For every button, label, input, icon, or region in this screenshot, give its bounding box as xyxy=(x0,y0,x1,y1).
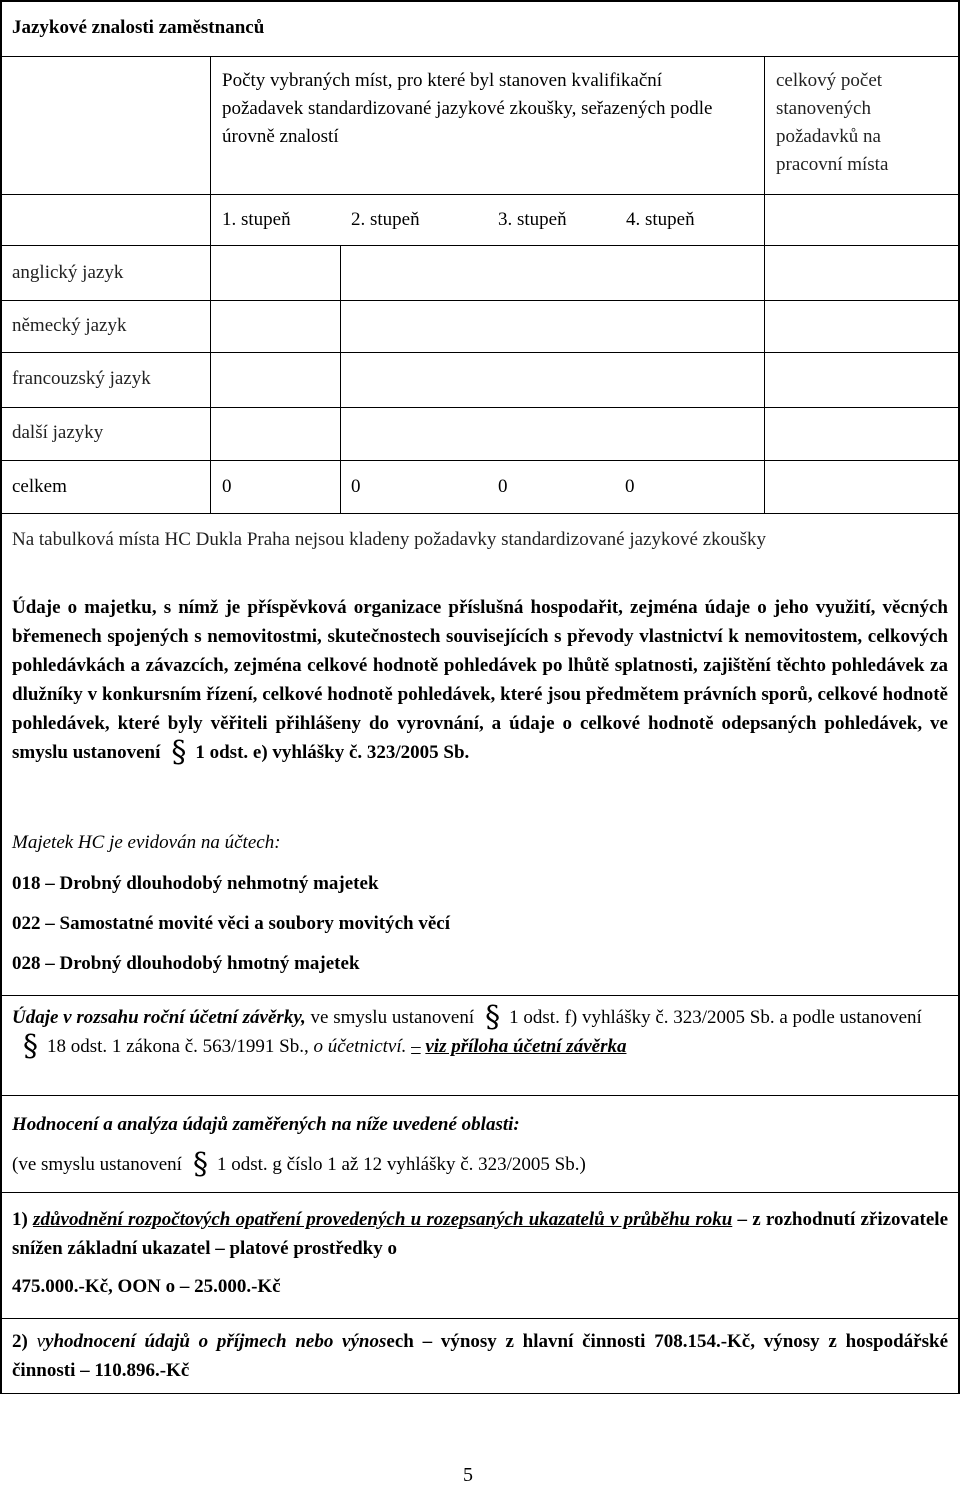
section-sign: § xyxy=(192,1147,208,1182)
item-2-number: 2) xyxy=(12,1331,28,1352)
total-level-4: 0 xyxy=(625,476,635,497)
item-2 xyxy=(12,1327,948,1385)
row-label-french: francouzský jazyk xyxy=(12,368,151,389)
property-paragraph-text: Údaje o majetku, s nímž je příspěvková organizace příslušná hospodařit, zejména údaje o jeho využití, věcných břemenech spojených s nemovitostmi, skutečnostech souvisejících s převody vlastnictví k nemovitostem, celkových pohledávkách a závazcích, zejména celkové hodnotě pohledávek po lhůtě splatnosti, zajištění těchto pohledávek za dlužníky v konkursním řízení, celkové hodnotě pohledávek, které jsou předmětem právních sporů, celkové hodnotě pohledávek, které byly věřiteli přihlášeny do vyrovnání, a údaje o celkové hodnotě odepsaných pohledávek, ve smyslu ustanovení xyxy=(12,597,948,763)
accounts-heading: Majetek HC je evidován na účtech: xyxy=(12,832,281,853)
row-label-english: anglický jazyk xyxy=(12,262,124,283)
level-2: 2. stupeň xyxy=(351,209,420,230)
item-2-italic2: yhodnocení údajů o příjmech nebo výnos xyxy=(45,1331,387,1352)
total-label: celkem xyxy=(12,476,67,497)
account-028: 028 – Drobný dlouhodobý hmotný majetek xyxy=(12,953,360,974)
annual-mid2: 1 odst. f) vyhlášky č. 323/2005 Sb. a podle ustanovení xyxy=(509,1007,922,1028)
annual-dash: – xyxy=(411,1036,421,1057)
item-1 xyxy=(12,1205,948,1263)
level-4: 4. stupeň xyxy=(626,209,695,230)
section-sign: § xyxy=(485,1000,501,1035)
account-018: 018 – Drobný dlouhodobý nehmotný majetek xyxy=(12,873,379,894)
annual-mid4: o účetnictví. xyxy=(313,1036,407,1057)
table-title: Jazykové znalosti zaměstnanců xyxy=(12,17,265,38)
evaluation-sub xyxy=(12,1147,586,1182)
item-1-amount: 475.000.-Kč, OON o – 25.000.-Kč xyxy=(12,1276,281,1297)
total-level-3: 0 xyxy=(498,476,508,497)
header-total: celkový počet stanovených požadavků na pracovní místa xyxy=(776,70,889,175)
item-1-italic: zdůvodnění rozpočtových opatření provedených u rozepsaných ukazatelů v průběhu roku xyxy=(33,1209,733,1230)
item-2-plain: ech xyxy=(386,1331,414,1352)
annual-lead: Údaje v rozsahu roční účetní závěrky, xyxy=(12,1007,306,1028)
property-paragraph xyxy=(12,593,948,770)
total-level-1: 0 xyxy=(222,476,232,497)
header-counts: Počty vybraných míst, pro které byl stanoven kvalifikační požadavek standardizované jazykové zkoušky, seřazených podle úrovně znalostí xyxy=(222,70,713,147)
account-022: 022 – Samostatné movité věci a soubory movitých věcí xyxy=(12,913,450,934)
row-label-other: další jazyky xyxy=(12,422,104,443)
table-note: Na tabulková místa HC Dukla Praha nejsou kladeny požadavky standardizované jazykové zkoušky xyxy=(12,529,766,550)
item-1-rest: – z rozhodnutí zřizovatele snížen základní ukazatel – platové prostředky o xyxy=(12,1209,949,1259)
item-1-number: 1) xyxy=(12,1209,28,1230)
evaluation-heading: Hodnocení a analýza údajů zaměřených na níže uvedené oblasti: xyxy=(12,1114,520,1135)
evaluation-sub1: (ve smyslu ustanovení xyxy=(12,1154,182,1175)
item-2-bold: – výnosy z hlavní činnosti 708.154.-Kč, výnosy z hospodářské činnosti – 110.896.-Kč xyxy=(12,1331,949,1381)
item-2-italic1: v xyxy=(36,1331,46,1352)
page-number: 5 xyxy=(463,1464,473,1486)
annual-tail: viz příloha účetní závěrka xyxy=(425,1036,627,1057)
annual-paragraph xyxy=(12,1000,942,1064)
annual-mid1: ve smyslu ustanovení xyxy=(310,1007,475,1028)
evaluation-sub2: 1 odst. g číslo 1 až 12 vyhlášky č. 323/2005 Sb.) xyxy=(216,1154,586,1175)
section-sign: § xyxy=(23,1029,38,1064)
level-1: 1. stupeň xyxy=(222,209,291,230)
annual-mid3: 18 odst. 1 zákona č. 563/1991 Sb., xyxy=(47,1036,309,1057)
level-3: 3. stupeň xyxy=(498,209,567,230)
total-level-2: 0 xyxy=(351,476,361,497)
section-sign: § xyxy=(171,735,187,770)
property-paragraph-tail: 1 odst. e) vyhlášky č. 323/2005 Sb. xyxy=(195,742,470,763)
row-label-german: německý jazyk xyxy=(12,315,127,336)
